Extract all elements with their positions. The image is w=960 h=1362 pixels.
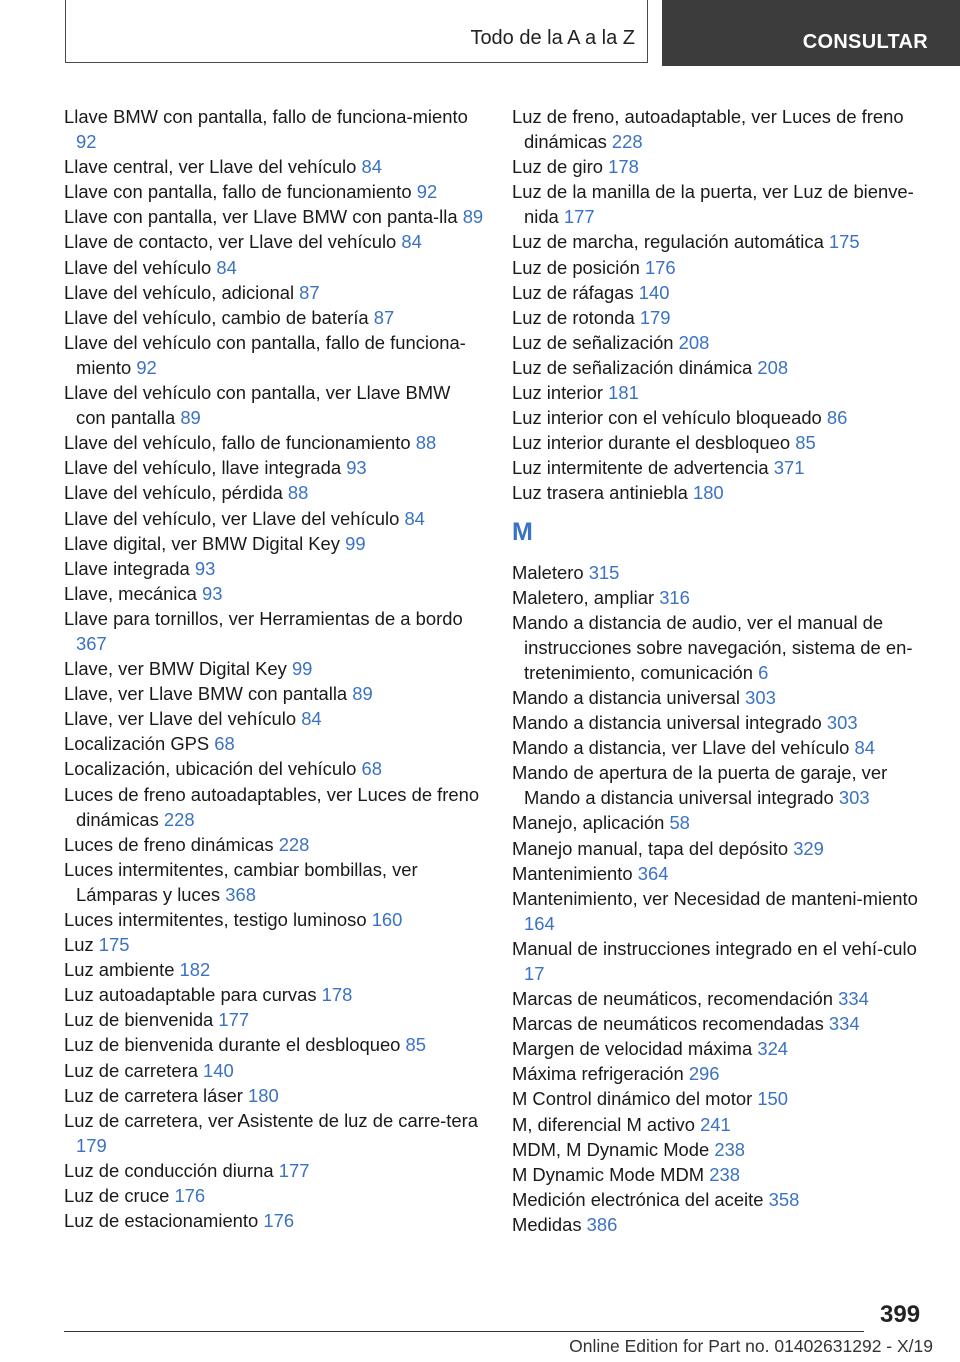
index-entry-page-link[interactable]: 371 — [773, 457, 805, 479]
index-entry-text: Localización, ubicación del vehículo — [64, 758, 357, 780]
index-entry-page-link[interactable]: 315 — [588, 561, 620, 583]
index-entry-text: M, diferencial M activo — [512, 1113, 695, 1135]
index-entry-page-link[interactable]: 92 — [76, 131, 97, 153]
index-entry-text: Luz de ráfagas — [512, 281, 634, 303]
index-entry — [512, 1137, 932, 1162]
index-entry-page-link[interactable]: 99 — [291, 658, 313, 680]
index-entry-text: Llave del vehículo — [64, 256, 212, 278]
index-entry-text: Mantenimiento — [512, 862, 633, 884]
tab-index-label: Todo de la A a la Z — [470, 27, 635, 49]
footer-divider — [64, 1331, 864, 1332]
index-entry-text: Llave del vehículo, cambio de batería — [64, 306, 369, 328]
index-entry — [512, 229, 932, 254]
index-entry — [64, 782, 484, 832]
index-entry-text: Luz de conducción diurna — [64, 1159, 274, 1181]
index-entry — [512, 710, 932, 735]
index-entry — [64, 204, 484, 229]
index-entry-page-link[interactable]: 175 — [828, 231, 860, 253]
index-entry — [512, 886, 932, 936]
tab-index-a-z[interactable] — [65, 0, 648, 63]
index-entry-text: Luz interior — [512, 382, 603, 404]
index-entry-text: Medición electrónica del aceite — [512, 1188, 764, 1210]
index-column-right — [512, 104, 932, 1237]
index-entry-page-link[interactable]: 180 — [248, 1084, 279, 1106]
index-entry-text: Llave del vehículo con pantalla, ver Llave BMW con pantalla — [64, 382, 451, 429]
index-entry — [64, 229, 484, 254]
index-entry-text: Mando a distancia, ver Llave del vehículo — [512, 737, 850, 759]
index-entry-text: Llave del vehículo, ver Llave del vehículo — [64, 507, 400, 529]
index-entry-text: Maletero, ampliar — [512, 586, 655, 608]
index-entry-page-link[interactable]: 182 — [179, 959, 211, 981]
index-entry-page-link[interactable]: 238 — [714, 1138, 746, 1160]
index-entry-page-link[interactable]: 177 — [218, 1009, 250, 1031]
index-entry — [64, 480, 484, 505]
index-entry-page-link[interactable]: 150 — [757, 1088, 789, 1110]
index-entry-text: Mando a distancia universal integrado — [512, 712, 822, 734]
index-entry — [512, 154, 932, 179]
index-entry-page-link[interactable]: 177 — [278, 1159, 310, 1181]
index-entry-page-link[interactable]: 179 — [639, 306, 671, 328]
index-entry — [512, 861, 932, 886]
index-entry-text: Llave del vehículo, pérdida — [64, 482, 283, 504]
index-entry-page-link[interactable]: 99 — [345, 532, 366, 554]
index-entry-page-link[interactable]: 241 — [700, 1113, 731, 1135]
index-entry-text: Manejo, aplicación — [512, 812, 665, 834]
index-entry — [512, 610, 932, 685]
index-entry-text: Luz de estacionamiento — [64, 1210, 259, 1232]
index-entry — [64, 1083, 484, 1108]
index-entry — [64, 280, 484, 305]
index-entry-page-link[interactable]: 367 — [76, 632, 107, 654]
index-entry-page-link[interactable]: 140 — [638, 281, 670, 303]
index-entry-text: Luz intermitente de advertencia — [512, 457, 769, 479]
index-entry-text: Luz de posición — [512, 256, 640, 278]
header-tabs — [65, 0, 960, 66]
index-entry-text: Luz de carretera, ver Asistente de luz de carre‐tera — [64, 1109, 478, 1131]
index-entry — [64, 1032, 484, 1057]
index-entry-text: Luz de bienvenida — [64, 1009, 214, 1031]
index-entry-page-link[interactable]: 179 — [76, 1134, 107, 1156]
index-entry-page-link[interactable]: 68 — [361, 758, 382, 780]
index-entry-text: Llave integrada — [64, 557, 190, 579]
index-entry — [64, 305, 484, 330]
index-entry — [64, 330, 484, 380]
index-entry — [64, 506, 484, 531]
index-entry-page-link[interactable]: 88 — [415, 432, 437, 454]
index-entry — [64, 857, 484, 907]
index-entry — [64, 1183, 484, 1208]
index-entry-page-link[interactable]: 160 — [371, 909, 403, 930]
index-entry-text: Luz de cruce — [64, 1185, 170, 1207]
index-entry-page-link[interactable]: 92 — [416, 181, 438, 203]
index-entry — [64, 380, 484, 430]
index-entry — [64, 1058, 484, 1083]
index-entry-page-link[interactable]: 316 — [659, 586, 690, 608]
index-entry-page-link[interactable]: 84 — [361, 156, 382, 178]
index-entry-text: Llave para tornillos, ver Herramientas de a bordo — [64, 607, 463, 629]
index-entry — [512, 1162, 932, 1187]
index-entry-page-link[interactable]: 177 — [563, 206, 595, 228]
index-entry-text: Llave del vehículo, adicional — [64, 281, 295, 303]
index-entry-page-link[interactable]: 17 — [524, 963, 545, 984]
index-entry-page-link[interactable]: 68 — [214, 733, 235, 755]
index-entry-text: Medidas — [512, 1213, 582, 1235]
page-number: 399 — [880, 1301, 921, 1328]
index-entry-text: Luz de carretera láser — [64, 1084, 243, 1106]
index-entry-text: Luz de rotonda — [512, 306, 635, 328]
index-entry-page-link[interactable]: 85 — [405, 1034, 427, 1056]
index-entry-page-link[interactable]: 208 — [757, 356, 789, 378]
index-entry-page-link[interactable]: 358 — [768, 1188, 800, 1210]
index-entry-text: Manejo manual, tapa del depósito — [512, 837, 789, 859]
index-entry-page-link[interactable]: 89 — [352, 683, 373, 705]
index-entry-text: Mando de apertura de la puerta de garaje, ver Mando a distancia universal integrado — [512, 762, 888, 809]
index-entry-page-link[interactable]: 140 — [203, 1059, 234, 1081]
index-entry-page-link[interactable]: 85 — [795, 432, 816, 454]
index-entry — [64, 932, 484, 957]
index-entry-page-link[interactable]: 88 — [287, 482, 309, 504]
index-entry-page-link[interactable]: 303 — [745, 686, 776, 708]
index-entry-page-link[interactable]: 176 — [263, 1210, 295, 1232]
index-entry — [512, 305, 932, 330]
index-entry-page-link[interactable]: 84 — [854, 737, 875, 759]
index-entry-text: Luces de freno autoadaptables, ver Luces de freno dinámicas — [64, 783, 480, 830]
index-entry — [64, 455, 484, 480]
index-entry-text: Mando a distancia universal — [512, 686, 740, 708]
index-entry — [64, 1007, 484, 1032]
index-entry-page-link[interactable]: 87 — [299, 281, 320, 303]
index-entry-text: Luces de freno dinámicas — [64, 833, 274, 855]
index-entry — [64, 556, 484, 581]
index-entry-text: Luces intermitentes, testigo luminoso — [64, 909, 367, 930]
index-entry-page-link[interactable]: 364 — [637, 862, 669, 884]
index-entry-page-link[interactable]: 334 — [828, 1013, 860, 1035]
index-entry-page-link[interactable]: 84 — [404, 507, 425, 529]
index-entry-page-link[interactable]: 175 — [98, 934, 130, 956]
index-entry — [512, 560, 932, 585]
index-entry-text: Llave digital, ver BMW Digital Key — [64, 532, 340, 554]
index-entry-text: Luz interior con el vehículo bloqueado — [512, 407, 822, 429]
index-entry — [64, 681, 484, 706]
index-entry-text: Llave, ver Llave del vehículo — [64, 708, 297, 730]
index-entry — [512, 585, 932, 610]
index-entry — [512, 1061, 932, 1086]
index-entry-page-link[interactable]: 87 — [373, 306, 395, 328]
index-entry — [512, 430, 932, 455]
index-entry-text: Marcas de neumáticos, recomendación — [512, 988, 833, 1010]
index-entry-text: Llave, mecánica — [64, 582, 197, 604]
index-entry-page-link[interactable]: 84 — [401, 231, 422, 253]
index-entry-page-link[interactable]: 6 — [758, 661, 769, 683]
index-entry-text: Llave, ver BMW Digital Key — [64, 658, 287, 680]
index-entry-page-link[interactable]: 176 — [644, 256, 676, 278]
index-entry — [64, 255, 484, 280]
index-entry — [512, 735, 932, 760]
index-group-l — [512, 104, 932, 506]
index-entry-page-link[interactable]: 93 — [346, 457, 367, 479]
index-entry-page-link[interactable]: 89 — [180, 407, 201, 429]
index-entry-text: Llave BMW con pantalla, fallo de funciona‐miento — [64, 106, 468, 127]
index-entry — [512, 685, 932, 710]
index-entry — [512, 1187, 932, 1212]
index-entry-page-link[interactable]: 228 — [163, 808, 195, 830]
index-entry — [512, 760, 932, 810]
index-entry — [512, 936, 932, 986]
index-entry — [512, 1212, 932, 1237]
index-entry — [512, 1086, 932, 1111]
index-entry-page-link[interactable]: 303 — [838, 787, 870, 809]
index-entry — [512, 405, 932, 430]
index-entry-page-link[interactable]: 180 — [692, 482, 724, 504]
index-entry-text: Mantenimiento, ver Necesidad de manteni‐miento — [512, 887, 918, 909]
index-entry — [64, 430, 484, 455]
index-entry — [64, 756, 484, 781]
index-entry — [64, 581, 484, 606]
index-entry — [512, 179, 932, 229]
index-entry-page-link[interactable]: 93 — [202, 582, 223, 604]
index-entry-page-link[interactable]: 228 — [611, 131, 643, 153]
index-entry — [64, 731, 484, 756]
index-entry-page-link[interactable]: 176 — [174, 1185, 206, 1207]
index-entry-text: Llave con pantalla, fallo de funcionamiento — [64, 181, 412, 203]
index-entry — [64, 1108, 484, 1158]
index-entry — [64, 154, 484, 179]
index-entry — [512, 355, 932, 380]
index-entry — [64, 1208, 484, 1233]
index-entry-page-link[interactable]: 228 — [278, 833, 310, 855]
index-entry-text: Luces intermitentes, cambiar bombillas, ver Lámparas y luces — [64, 858, 418, 905]
index-entry-text: Marcas de neumáticos recomendadas — [512, 1013, 824, 1035]
index-entry-text: Luz de bienvenida durante el desbloqueo — [64, 1034, 401, 1056]
index-entry-page-link[interactable]: 208 — [678, 331, 710, 353]
index-entry-page-link[interactable]: 178 — [321, 984, 353, 1006]
index-entry-page-link[interactable]: 181 — [608, 382, 639, 404]
index-entry-page-link[interactable]: 334 — [838, 988, 869, 1010]
index-entry-text: Luz de carretera — [64, 1059, 198, 1081]
index-entry-text: Llave de contacto, ver Llave del vehículo — [64, 231, 397, 253]
index-entry — [512, 455, 932, 480]
index-entry-text: MDM, M Dynamic Mode — [512, 1138, 710, 1160]
index-entry — [64, 982, 484, 1007]
index-entry-page-link[interactable]: 386 — [586, 1213, 618, 1235]
index-entry-text: Llave central, ver Llave del vehículo — [64, 156, 357, 178]
index-entry-text: Margen de velocidad máxima — [512, 1038, 753, 1060]
index-entry-page-link[interactable]: 329 — [793, 837, 824, 859]
index-entry-page-link[interactable]: 84 — [216, 256, 237, 278]
index-entry-page-link[interactable]: 164 — [524, 912, 555, 934]
index-entry-page-link[interactable]: 324 — [757, 1038, 789, 1060]
index-entry-page-link[interactable]: 92 — [136, 356, 157, 378]
index-entry-text: Manual de instrucciones integrado en el vehí‐culo — [512, 937, 917, 959]
index-entry — [64, 832, 484, 857]
index-entry — [512, 986, 932, 1011]
tab-consultar[interactable] — [662, 0, 960, 66]
index-entry-page-link[interactable]: 178 — [608, 156, 639, 178]
index-entry-text: M Dynamic Mode MDM — [512, 1163, 705, 1185]
index-entry — [512, 1036, 932, 1061]
index-entry-text: Luz de señalización dinámica — [512, 356, 753, 378]
index-group-m — [512, 560, 932, 1238]
index-entry — [512, 480, 932, 505]
index-entry — [512, 280, 932, 305]
index-entry-text: Llave con pantalla, ver Llave BMW con panta‐lla — [64, 206, 458, 228]
index-entry-text: Luz autoadaptable para curvas — [64, 984, 317, 1006]
index-entry-text: Luz — [64, 934, 94, 956]
index-entry-text: Luz de la manilla de la puerta, ver Luz de bienve‐nida — [512, 181, 914, 228]
index-entry — [512, 810, 932, 835]
index-entry — [512, 255, 932, 280]
index-entry — [64, 1158, 484, 1183]
index-entry-page-link[interactable]: 86 — [826, 407, 848, 429]
index-entry — [64, 907, 484, 932]
index-entry — [64, 606, 484, 656]
index-column-left — [64, 104, 484, 1233]
index-entry-text: Maletero — [512, 561, 584, 583]
index-entry — [512, 380, 932, 405]
index-entry-page-link[interactable]: 368 — [225, 883, 256, 905]
index-entry-text: Luz interior durante el desbloqueo — [512, 432, 791, 454]
tab-consultar-label: CONSULTAR — [802, 31, 928, 53]
index-entry-page-link[interactable]: 93 — [194, 557, 216, 579]
index-entry — [512, 104, 932, 154]
index-entry-page-link[interactable]: 296 — [688, 1063, 720, 1085]
index-entry-text: Máxima refrigeración — [512, 1063, 684, 1085]
index-entry-text: Llave del vehículo con pantalla, fallo de funciona‐miento — [64, 331, 466, 378]
index-entry-text: Localización GPS — [64, 733, 210, 755]
index-entry-text: Llave del vehículo, fallo de funcionamiento — [64, 432, 411, 454]
index-entry-page-link[interactable]: 58 — [669, 812, 690, 834]
index-entry-text: Llave, ver Llave BMW con pantalla — [64, 683, 348, 705]
index-entry-text: Luz de freno, autoadaptable, ver Luces de freno dinámicas — [512, 106, 904, 153]
index-entry — [64, 957, 484, 982]
index-entry-text: M Control dinámico del motor — [512, 1088, 753, 1110]
index-entry-text: Mando a distancia de audio, ver el manual de instrucciones sobre navegación, sistema de en‐tretenimiento, comunicación — [512, 611, 913, 683]
index-entry-page-link[interactable]: 84 — [301, 708, 322, 730]
section-letter: M — [512, 517, 533, 546]
index-entry-page-link[interactable]: 89 — [462, 206, 484, 228]
index-entry — [64, 179, 484, 204]
index-entry — [512, 836, 932, 861]
index-entry-text: Luz trasera antiniebla — [512, 482, 688, 504]
index-entry-text: Luz de señalización — [512, 331, 674, 353]
index-entry — [64, 104, 484, 154]
footer-edition: Online Edition for Part no. 01402631292 - X/19 — [569, 1336, 933, 1356]
index-entry-text: Luz de giro — [512, 156, 603, 178]
index-entry — [64, 531, 484, 556]
index-entry — [512, 1112, 932, 1137]
index-entry-page-link[interactable]: 238 — [709, 1163, 740, 1185]
index-entry — [64, 656, 484, 681]
index-entry — [512, 1011, 932, 1036]
index-entry — [512, 330, 932, 355]
index-entry — [64, 706, 484, 731]
index-entry-text: Llave del vehículo, llave integrada — [64, 457, 342, 479]
index-entry-text: Luz ambiente — [64, 959, 175, 981]
index-entry-text: Luz de marcha, regulación automática — [512, 231, 824, 253]
index-entry-page-link[interactable]: 303 — [826, 712, 858, 734]
